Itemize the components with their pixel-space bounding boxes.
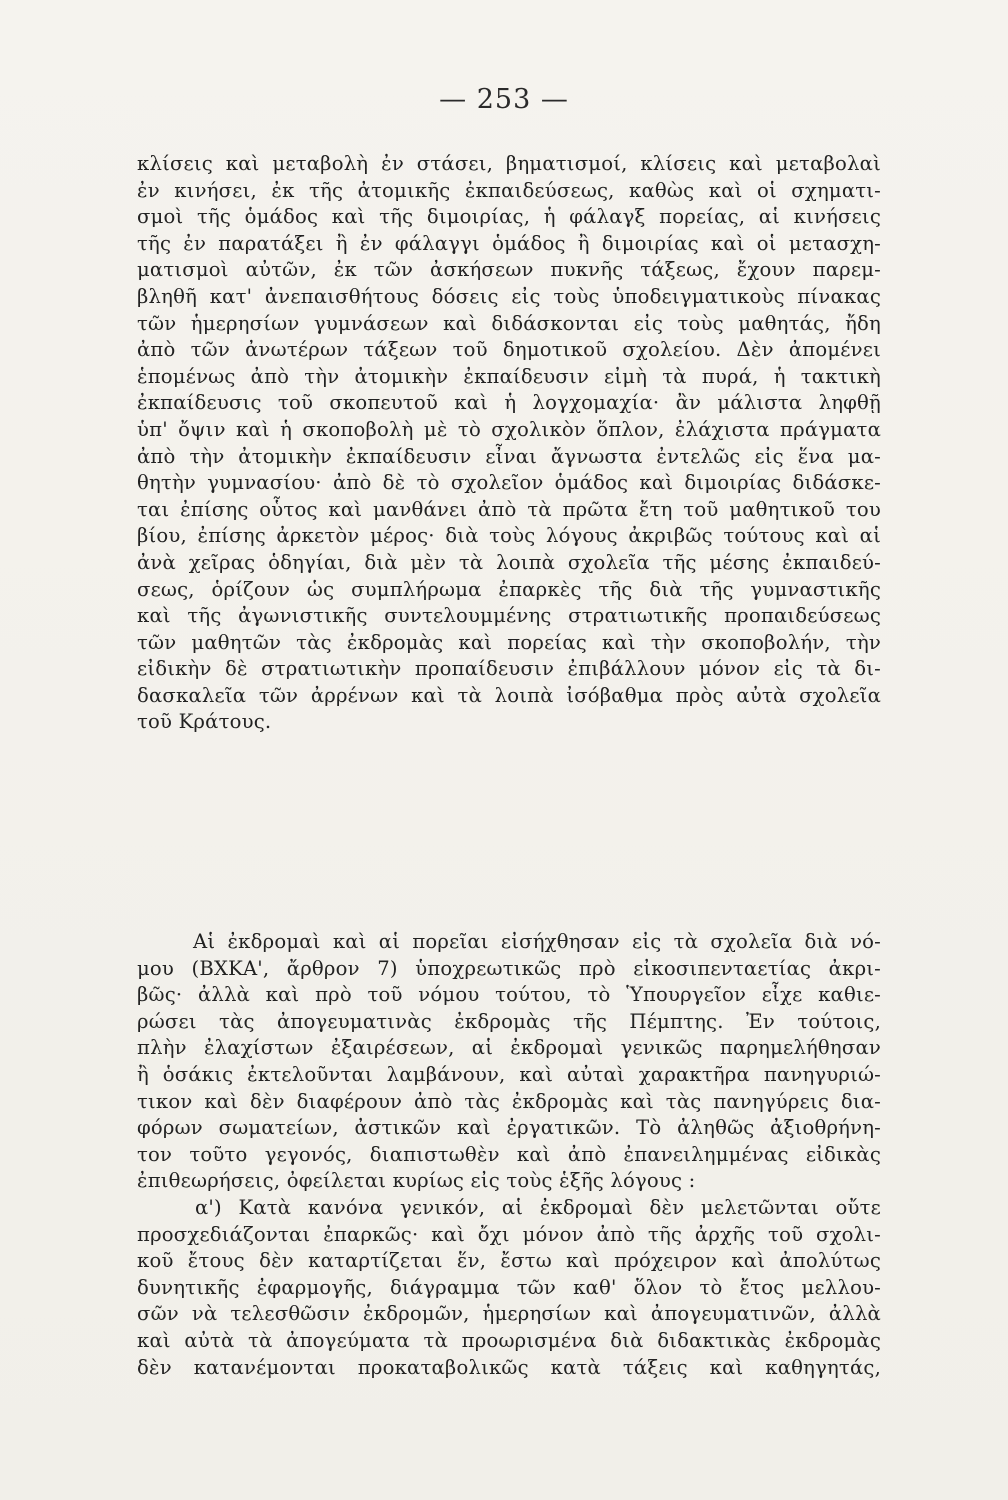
text-line: τον τοῦτο γεγονός, διαπιστωθὲν καὶ ἀπὸ ἐπανειλημμένας εἰδικὰς — [137, 1142, 881, 1166]
text-line: ἐκπαίδευσις τοῦ σκοπευτοῦ καὶ ἡ λογχομαχία· ἂν μάλιστα ληφθῇ — [137, 391, 881, 415]
text-line: βληθῆ κατ' ἀνεπαισθήτους δόσεις εἰς τοὺς ὑποδειγματικοὺς πίνακας — [137, 284, 881, 308]
text-line: μου (ΒΧΚΑ', ἄρθρον 7) ὑποχρεωτικῶς πρὸ εἰκοσιπενταετίας ἀκρι- — [137, 956, 881, 980]
text-line: ὑπ' ὄψιν καὶ ἡ σκοποβολὴ μὲ τὸ σχολικὸν ὅπλον, ἐλάχιστα πράγματα — [137, 417, 881, 441]
text-line: δασκαλεῖα τῶν ἀρρένων καὶ τὰ λοιπὰ ἰσόβαθμα πρὸς αὐτὰ σχολεῖα — [137, 683, 881, 707]
text-line: ἀνὰ χεῖρας ὁδηγίαι, διὰ μὲν τὰ λοιπὰ σχολεῖα τῆς μέσης ἐκπαιδεύ- — [137, 550, 881, 574]
text-line: δὲν κατανέμονται προκαταβολικῶς κατὰ τάξεις καὶ καθηγητάς, — [137, 1355, 881, 1379]
paragraph-2 — [137, 929, 881, 1381]
text-line: ἀπὸ τὴν ἀτομικὴν ἐκπαίδευσιν εἶναι ἄγνωστα ἐντελῶς εἰς ἕνα μα- — [137, 444, 881, 468]
text-line: καὶ τῆς ἀγωνιστικῆς συντελουμμένης στρατιωτικῆς προπαιδεύσεως — [137, 604, 881, 628]
text-line: κοῦ ἔτους δὲν καταρτίζεται ἕν, ἔστω καὶ πρόχειρον καὶ ἀπολύτως — [137, 1249, 881, 1273]
text-line: θητὴν γυμνασίου· ἀπὸ δὲ τὸ σχολεῖον ὁμάδος καὶ διμοιρίας διδάσκε- — [137, 471, 881, 495]
text-line: ἢ ὁσάκις ἐκτελοῦνται λαμβάνουν, καὶ αὐταὶ χαρακτῆρα πανηγυριώ- — [137, 1062, 881, 1086]
text-line: πλὴν ἐλαχίστων ἐξαιρέσεων, αἱ ἐκδρομαὶ γενικῶς παρημελήθησαν — [137, 1036, 881, 1060]
text-line: Αἱ ἐκδρομαὶ καὶ αἱ πορεῖαι εἰσήχθησαν εἰς τὰ σχολεῖα διὰ νό- — [193, 930, 881, 953]
text-line: καὶ αὐτὰ τὰ ἀπογεύματα τὰ προωρισμένα διὰ διδακτικὰς ἐκδρομὰς — [137, 1328, 881, 1352]
text-line: τικον καὶ δὲν διαφέρουν ἀπὸ τὰς ἐκδρομὰς καὶ τὰς πανηγύρεις δια- — [137, 1089, 881, 1113]
text-line: τῶν ἡμερησίων γυμνάσεων καὶ διδάσκονται εἰς τοὺς μαθητάς, ἤδη — [137, 311, 881, 335]
text-line: ται ἐπίσης οὗτος καὶ μανθάνει ἀπὸ τὰ πρῶτα ἔτη τοῦ μαθητικοῦ του — [137, 497, 881, 521]
text-line: βίου, ἐπίσης ἀρκετὸν μέρος· διὰ τοὺς λόγους ἀκριβῶς τούτους καὶ αἱ — [137, 524, 881, 548]
text-line: φόρων σωματείων, ἀστικῶν καὶ ἐργατικῶν. Τὸ ἀληθῶς ἀξιοθρήνη- — [137, 1116, 881, 1140]
text-line: δυνητικῆς ἐφαρμογῆς, διάγραμμα τῶν καθ' ὅλον τὸ ἔτος μελλου- — [137, 1275, 881, 1299]
text-line: σῶν νὰ τελεσθῶσιν ἐκδρομῶν, ἡμερησίων καὶ ἀπογευματινῶν, ἀλλὰ — [137, 1302, 881, 1326]
text-line: σεως, ὁρίζουν ὡς συμπλήρωμα ἐπαρκὲς τῆς διὰ τῆς γυμναστικῆς — [137, 577, 881, 601]
text-line: εἰδικὴν δὲ στρατιωτικὴν προπαίδευσιν ἐπιβάλλουν μόνον εἰς τὰ δι- — [137, 657, 881, 681]
page-number: — 253 — — [439, 84, 569, 115]
text-line: προσχεδιάζονται ἐπαρκῶς· καὶ ὄχι μόνον ἀπὸ τῆς ἀρχῆς τοῦ σχολι- — [137, 1222, 881, 1246]
text-line: ἐπιθεωρήσεις, ὀφείλεται κυρίως εἰς τοὺς ἑξῆς λόγους : — [137, 1169, 696, 1193]
text-line: τῶν μαθητῶν τὰς ἐκδρομὰς καὶ πορείας καὶ τὴν σκοποβολήν, τὴν — [137, 630, 881, 654]
text-line: ματισμοὶ αὐτῶν, ἐκ τῶν ἀσκήσεων πυκνῆς τάξεως, ἔχουν παρεμ- — [137, 258, 881, 282]
text-line: α') Κατὰ κανόνα γενικόν, αἱ ἐκδρομαὶ δὲν μελετῶνται οὔτε — [195, 1195, 881, 1219]
text-line: τοῦ Κράτους. — [137, 710, 272, 734]
text-line: τῆς ἐν παρατάξει ἢ ἐν φάλαγγι ὁμάδος ἢ διμοιρίας καὶ οἱ μετασχη- — [137, 231, 881, 255]
text-line: ἐν κινήσει, ἐκ τῆς ἀτομικῆς ἐκπαιδεύσεως, καθὼς καὶ οἱ σχηματι- — [137, 178, 881, 202]
text-line: ρώσει τὰς ἀπογευματινὰς ἐκδρομὰς τῆς Πέμπτης. Ἐν τούτοις, — [137, 1009, 881, 1033]
text-line: σμοὶ τῆς ὁμάδος καὶ τῆς διμοιρίας, ἡ φάλαγξ πορείας, αἱ κινήσεις — [137, 205, 881, 229]
text-line: κλίσεις καὶ μεταβολὴ ἐν στάσει, βηματισμοί, κλίσεις καὶ μεταβολαὶ — [137, 152, 881, 175]
text-line: βῶς· ἀλλὰ καὶ πρὸ τοῦ νόμου τούτου, τὸ Ὑπουργεῖον εἶχε καθιε- — [137, 983, 881, 1007]
paragraph-1 — [137, 151, 881, 736]
text-line: ἀπὸ τῶν ἀνωτέρων τάξεων τοῦ δημοτικοῦ σχολείου. Δὲν ἀπομένει — [137, 338, 881, 362]
text-line: ἑπομένως ἀπὸ τὴν ἀτομικὴν ἐκπαίδευσιν εἰμὴ τὰ πυρά, ἡ τακτικὴ — [137, 364, 881, 388]
